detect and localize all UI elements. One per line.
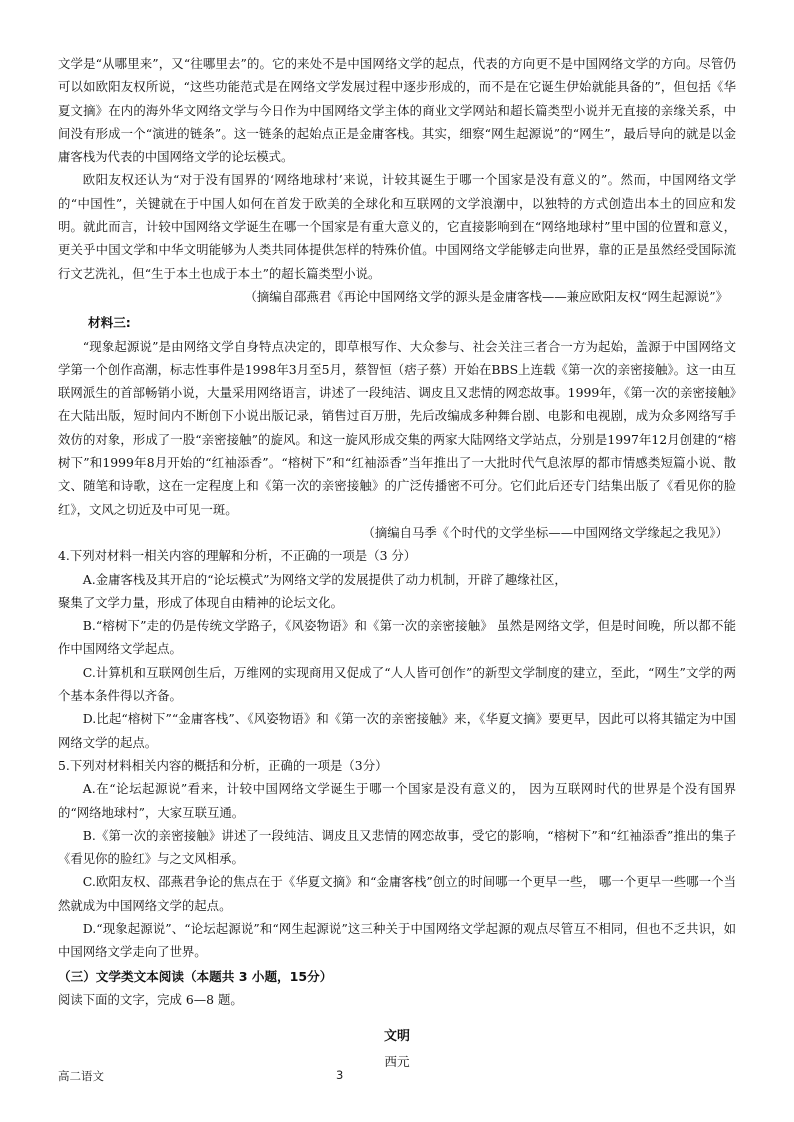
material2-paragraph-1: 文学是“从哪里来”，又“往哪里去”的。它的来处不是中国网络文学的起点，代表的方向更不是中国网络文学的方向。尽管仍可以如欧阳友权所说，“这些功能范式是在网络文学发展过程中逐步形成的，而不是在它诞生伊始就能具备的”，但包括《华夏文摘》在内的海外华文网络文学与今日作为中国网络文学主体的商业文学网站和超长篇类型小说并无直接的亲缘关系，中间没有形成一个“演进的链条”。这一链条的起始点正是金庸客栈。其实，细察“网生起源说”的“网生”，最后导向的就是以金庸客栈为代表的中国网络文学的论坛模式。 (58, 56, 736, 165)
question-5-option-c: C.欧阳友权、邵燕君争论的焦点在于《华夏文摘》和“金庸客栈”创立的时间哪一个更早一些， 哪一个更早一些哪一个当然就成为中国网络文学的起点。 (58, 874, 736, 913)
question-5-option-b: B.《第一次的亲密接触》讲述了一段纯洁、调皮且又悲情的网恋故事，受它的影响，“榕树下”和“红袖添香”推出的集子《看见你的脸红》与之文风相承。 (58, 827, 736, 867)
story-title: 文明 (383, 1029, 410, 1045)
material3-source: （摘编自马季《个时代的文学坐标——中国网络文学缘起之我见》） (362, 524, 728, 540)
question-5-option-a: A.在“论坛起源说”看来，计较中国网络文学诞生于哪一个国家是没有意义的， 因为互联网时代的世界是个没有国界的“网络地球村”，大家互联互通。 (58, 781, 736, 820)
story-author: 西元 (384, 1054, 410, 1070)
question-5-stem: 5.下列对材料相关内容的概括和分析，正确的一项是（3分） (58, 757, 388, 773)
question-4-option-d: D.比起“榕树下”“金庸客栈”、《风姿物语》和《第一次的亲密接触》来，《华夏文摘》要更早，因此可以将其锚定为中国网络文学的起点。 (58, 711, 736, 750)
section-3-heading: （三）文学类文本阅读（本题共 3 小题，15分） (58, 968, 333, 984)
question-4-option-b: B.“榕树下”走的仍是传统文学路子，《风姿物语》和《第一次的亲密接触》 虽然是网络文学，但是时间晚，所以都不能作中国网络文学起点。 (58, 618, 736, 657)
question-4-option-c: C.计算机和互联网创生后，万维网的实现商用又促成了“人人皆可创作”的新型文学制度的建立，至此，“网生”文学的两个基本条件得以齐备。 (58, 664, 736, 704)
question-5-option-d: D.“现象起源说”、“论坛起源说”和“网生起源说”这三种关于中国网络文学起源的观点尽管互不相同，但也不乏共识，如中国网络文学走向了世界。 (58, 920, 736, 960)
footer-page-number: 3 (336, 1068, 344, 1082)
footer-subject: 高二语文 (58, 1069, 104, 1083)
page-footer (58, 1068, 736, 1088)
material3-paragraph: “现象起源说”是由网络文学自身特点决定的，即草根写作、大众参与、社会关注三者合一方为起始，盖源于中国网络文学第一个创作高潮，标志性事件是1998年3月至5月，蔡智恒（痞子蔡）开始在BBS上连载《第一次的亲密接触》。这一由互联网派生的首部畅销小说，大量采用网络语言，讲述了一段纯洁、调皮且又悲情的网恋故事。1999年，《第一次的亲密接触》在大陆出版，短时间内不断创下小说出版记录，销售过百万册，先后改编成多种舞台剧、电影和电视剧，成为众多网络写手效仿的对象，形成了一股“亲密接触”的旋风。和这一旋风形成交集的两家大陆网络文学站点，分别是1997年12月创建的“榕树下”和1999年8月开始的“红袖添香”。“榕树下”和“红袖添香”当年推出了一大批时代气息浓厚的都市情感类短篇小说、散文、随笔和诗歌，这在一定程度上和《第一次的亲密接触》的广泛传播密不可分。它们此后还专门结集出版了《看见你的脸红》，文风之切近及中可见一斑。 (58, 338, 736, 517)
question-4-option-a-line1: A.金庸客栈及其开启的“论坛模式”为网络文学的发展提供了动力机制，开辟了趣缘社区， (82, 571, 567, 587)
material2-paragraph-2: 欧阳友权还认为“对于没有国界的‘网络地球村’来说，计较其诞生于哪一个国家是没有意义的”。然而，中国网络文学的“中国性”，关键就在于中国人如何在首发于欧美的全球化和互联网的文学浪潮中，以独特的方式创造出本土的回应和发明。就此而言，计较中国网络文学诞生在哪一个国家是有重大意义的，它直接影响到在“网络地球村”里中国的位置和意义，更关乎中国文学和中华文明能够为人类共同体提供怎样的特殊价值。中国网络文学能够走向世界，靠的正是虽然经受国际流行文艺洗礼，但“生于本土也成于本土”的超长篇类型小说。 (58, 172, 736, 281)
section-3-instruction: 阅读下面的文字，完成 6—8 题。 (58, 991, 243, 1007)
question-4-stem: 4.下列对材料一相关内容的理解和分析，不正确的一项是（3 分） (58, 548, 417, 564)
material2-source: （摘编自邵燕君《再论中国网络文学的源头是金庸客栈——兼应欧阳友权“网生起源说”》 (244, 288, 728, 304)
question-4-option-a-line2: 聚集了文学力量，形成了体现自由精神的论坛文化。 (58, 594, 343, 610)
material3-label: 材料三: (88, 315, 131, 331)
